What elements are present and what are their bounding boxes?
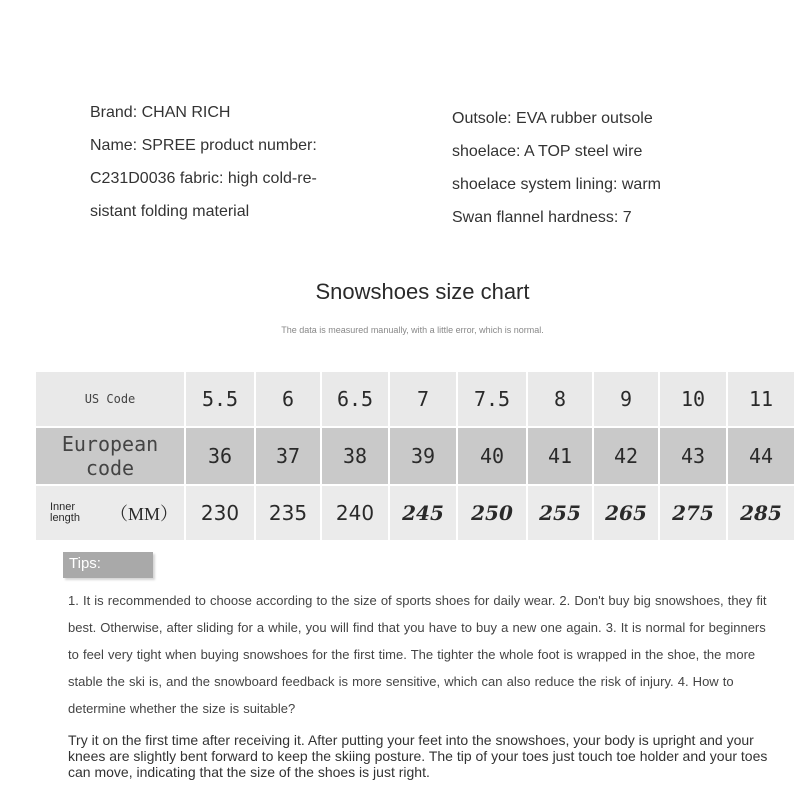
spec-line: Name: SPREE product number: — [90, 137, 317, 154]
length-cell: 275 — [659, 485, 727, 541]
spec-line: shoelace: A TOP steel wire — [452, 143, 643, 160]
inner-length-unit: （MM） — [110, 504, 179, 524]
spec-line: Swan flannel hardness: 7 — [452, 209, 632, 226]
eu-size-cell: 44 — [727, 427, 795, 485]
tips-body: 1. It is recommended to choose according to the size of sports shoes for daily wear. 2. Don't buy big snowshoes, they fit best. Otherwise, after sliding for a while, you will find that you have to buy a new one again. 3. It is normal for beginners to feel very tight when buying snowshoes for the first time. The tighter the whole foot is wrapped in the shoe, the more stable the ski is, and the snowboard feedback is more sensitive, which can also reduce the risk of injury. 4. How to determine whether the size is suitable? — [68, 593, 767, 716]
us-size-cell: 10 — [659, 371, 727, 427]
inner-length-label: Inner length — [50, 501, 80, 524]
tips-badge: Tips: — [63, 552, 153, 578]
eu-size-cell: 43 — [659, 427, 727, 485]
us-size-cell: 7 — [389, 371, 457, 427]
us-code-label: US Code — [35, 371, 185, 427]
length-cell: 235 — [255, 485, 321, 541]
spec-line: sistant folding material — [90, 203, 250, 220]
length-cell: 250 — [457, 485, 527, 541]
european-code-label: European code — [35, 427, 185, 485]
eu-size-cell: 37 — [255, 427, 321, 485]
specs-right-column — [452, 102, 782, 234]
us-size-cell: 6 — [255, 371, 321, 427]
eu-size-cell: 42 — [593, 427, 659, 485]
length-cell: 265 — [593, 485, 659, 541]
length-cell: 245 — [389, 485, 457, 541]
eu-size-cell: 38 — [321, 427, 389, 485]
length-cell: 255 — [527, 485, 593, 541]
us-size-cell: 9 — [593, 371, 659, 427]
spec-line: shoelace system lining: warm — [452, 176, 661, 193]
spec-line: Outsole: EVA rubber outsole — [452, 110, 653, 127]
spec-line: C231D0036 fabric: high cold-re- — [90, 170, 317, 187]
eu-size-cell: 41 — [527, 427, 593, 485]
inner-length-row — [35, 485, 795, 541]
eu-size-cell: 36 — [185, 427, 255, 485]
product-specs — [0, 96, 800, 246]
length-cell: 240 — [321, 485, 389, 541]
length-cell: 285 — [727, 485, 795, 541]
eu-size-cell: 40 — [457, 427, 527, 485]
eu-size-cell: 39 — [389, 427, 457, 485]
tips-fit-guide: Try it on the first time after receiving it. After putting your feet into the snowshoes, your body is upright and your knees are slightly bent forward to keep the skiing posture. The tip of your toes just touch toe holder and your toes can move, indicating that the size of the shoes is just right. — [68, 732, 768, 780]
us-size-cell: 8 — [527, 371, 593, 427]
length-cell: 230 — [185, 485, 255, 541]
size-table — [34, 370, 796, 542]
size-chart-note: The data is measured manually, with a little error, which is normal. — [281, 325, 544, 335]
size-chart-title: Snowshoes size chart — [315, 279, 530, 304]
specs-left-column — [90, 96, 420, 228]
us-size-cell: 7.5 — [457, 371, 527, 427]
us-size-cell: 5.5 — [185, 371, 255, 427]
spec-line: Brand: CHAN RICH — [90, 104, 231, 121]
us-size-cell: 11 — [727, 371, 795, 427]
european-code-row — [35, 427, 795, 485]
us-code-row — [35, 371, 795, 427]
us-size-cell: 6.5 — [321, 371, 389, 427]
inner-length-header — [35, 485, 185, 541]
